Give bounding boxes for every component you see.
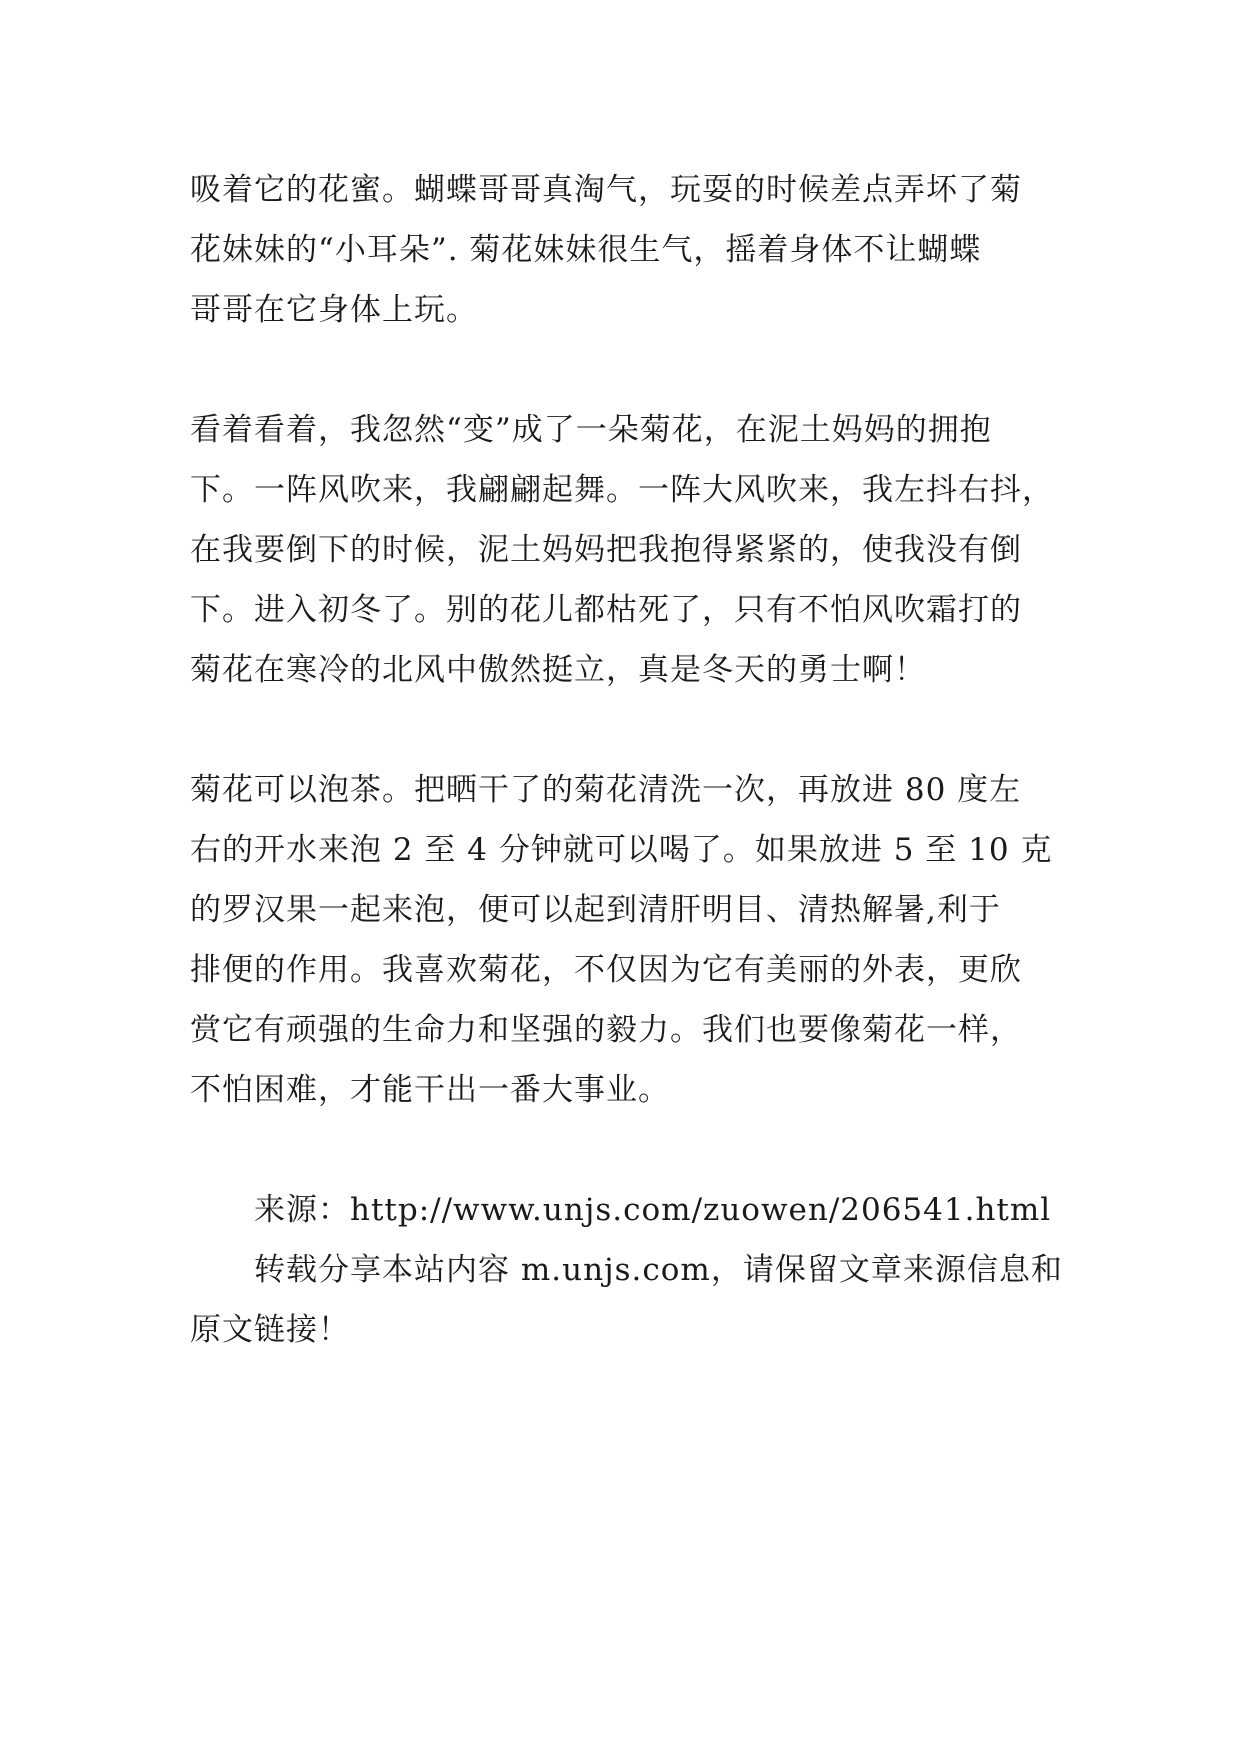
text-line: 吸着它的花蜜。蝴蝶哥哥真淘气，玩耍的时候差点弄坏了菊 (190, 172, 1022, 208)
text-line: 下。一阵风吹来，我翩翩起舞。一阵大风吹来，我左抖右抖， (190, 472, 1054, 508)
reprint-notice-line: 原文链接！ (190, 1312, 350, 1348)
text-line: 菊花可以泡茶。把晒干了的菊花清洗一次，再放进 80 度左 (190, 772, 1022, 808)
paragraph-becoming-chrysanthemum (190, 400, 1060, 700)
article-body (190, 160, 1063, 1360)
text-line: 在我要倒下的时候，泥土妈妈把我抱得紧紧的，使我没有倒 (190, 532, 1022, 568)
text-line: 不怕困难，才能干出一番大事业。 (190, 1072, 670, 1108)
reprint-notice-line: 转载分享本站内容 m.unjs.com，请保留文章来源信息和 (254, 1252, 1063, 1288)
text-line: 花妹妹的“小耳朵”. 菊花妹妹很生气，摇着身体不让蝴蝶 (190, 232, 982, 268)
text-line: 赏它有顽强的生命力和坚强的毅力。我们也要像菊花一样， (190, 1012, 1022, 1048)
paragraph-chrysanthemum-tea (190, 760, 1060, 1120)
text-line: 右的开水来泡 2 至 4 分钟就可以喝了。如果放进 5 至 10 克 (190, 832, 1053, 868)
text-line: 的罗汉果一起来泡，便可以起到清肝明目、清热解暑,利于 (190, 892, 1001, 928)
source-attribution (190, 1180, 1063, 1360)
text-line: 下。进入初冬了。别的花儿都枯死了，只有不怕风吹霜打的 (190, 592, 1022, 628)
text-line: 排便的作用。我喜欢菊花，不仅因为它有美丽的外表，更欣 (190, 952, 1022, 988)
source-url-line: 来源：http://www.unjs.com/zuowen/206541.html (254, 1192, 1052, 1228)
paragraph-butterfly (190, 160, 1060, 340)
text-line: 看着看着，我忽然“变”成了一朵菊花，在泥土妈妈的拥抱 (190, 412, 992, 448)
text-line: 菊花在寒冷的北风中傲然挺立，真是冬天的勇士啊！ (190, 652, 926, 688)
text-line: 哥哥在它身体上玩。 (190, 292, 478, 328)
